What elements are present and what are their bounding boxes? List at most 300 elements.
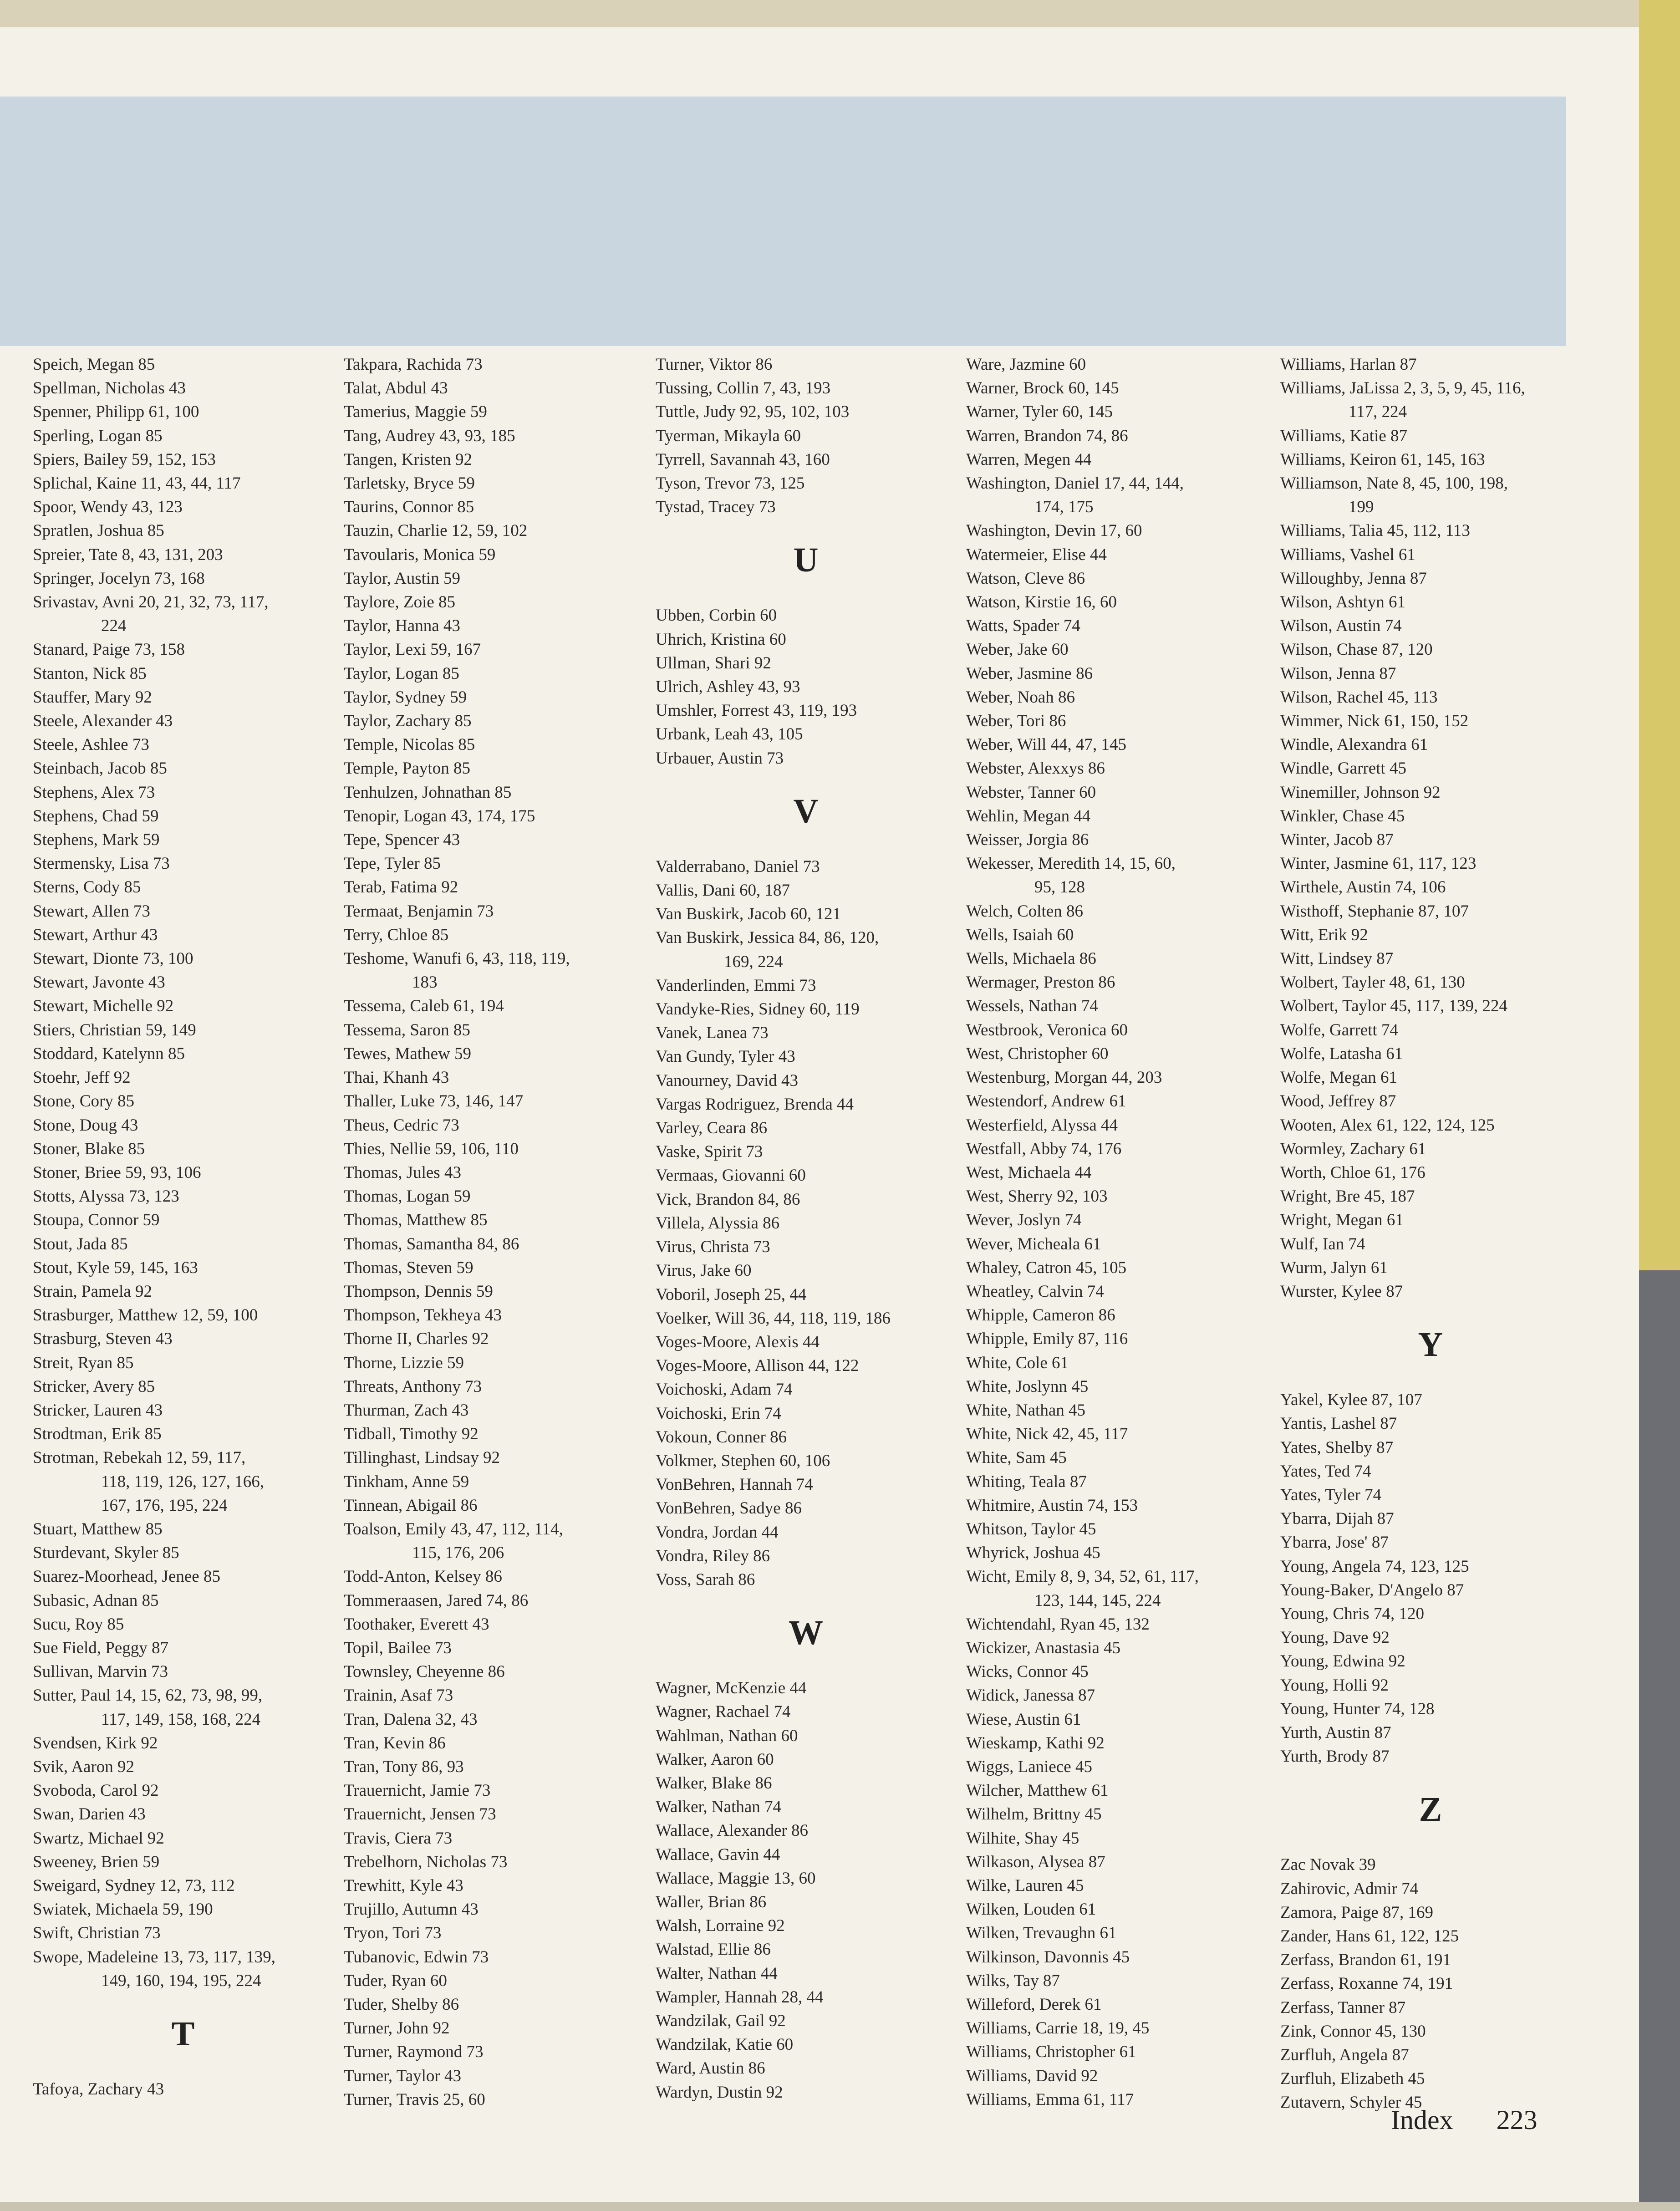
index-entry: Stephens, Alex 73 [33,783,155,802]
index-entry: Subasic, Adnan 85 [33,1591,159,1610]
index-entry: Westendorf, Andrew 61 [966,1092,1126,1111]
index-entry: Warren, Brandon 74, 86 [966,426,1128,445]
index-entry: Wisthoff, Stephanie 87, 107 [1280,902,1469,921]
index-entry: Teshome, Wanufi 6, 43, 118, 119, [344,949,570,968]
index-entry: Tran, Tony 86, 93 [344,1757,464,1776]
index-entry: Strasburg, Steven 43 [33,1330,173,1349]
index-entry: Taylor, Hanna 43 [344,616,460,636]
index-entry-continuation: 167, 176, 195, 224 [101,1496,228,1515]
index-entry-continuation: 169, 224 [724,952,783,971]
index-entry: Williams, JaLissa 2, 3, 5, 9, 45, 116, [1280,379,1525,398]
index-entry: Turner, Viktor 86 [656,355,773,374]
index-entry: Winter, Jacob 87 [1280,830,1394,850]
index-entry: Wilson, Austin 74 [1280,616,1402,636]
index-entry: Tidball, Timothy 92 [344,1425,479,1444]
index-entry: Spreier, Tate 8, 43, 131, 203 [33,545,223,564]
index-entry: Sullivan, Marvin 73 [33,1662,168,1681]
index-entry: Stewart, Michelle 92 [33,997,174,1016]
index-entry: Vanourney, David 43 [656,1071,799,1090]
index-entry: Virus, Jake 60 [656,1261,752,1280]
index-entry: Urbank, Leah 43, 105 [656,725,803,744]
index-entry: Tewes, Mathew 59 [344,1044,471,1063]
index-entry: Springer, Jocelyn 73, 168 [33,569,205,588]
index-entry: Spellman, Nicholas 43 [33,379,186,398]
index-entry: Swift, Christian 73 [33,1924,161,1943]
index-entry: Tenopir, Logan 43, 174, 175 [344,806,535,825]
index-entry-continuation: 174, 175 [1034,498,1094,517]
index-entry: Tepe, Tyler 85 [344,854,441,873]
index-entry: Wallace, Alexander 86 [656,1821,809,1840]
index-entry: Young, Edwina 92 [1280,1652,1405,1671]
index-entry: Young, Holli 92 [1280,1676,1389,1695]
index-entry-continuation: 199 [1349,498,1374,517]
index-entry-continuation: 224 [101,616,127,636]
index-entry: Webster, Alexxys 86 [966,759,1105,778]
index-entry: Zutavern, Schyler 45 [1280,2093,1422,2112]
index-entry: Wallace, Gavin 44 [656,1845,780,1864]
index-entry: Toalson, Emily 43, 47, 112, 114, [344,1519,563,1539]
index-entry: Welch, Colten 86 [966,902,1083,921]
index-entry: Widick, Janessa 87 [966,1686,1095,1705]
index-entry: Stermensky, Lisa 73 [33,854,170,873]
index-entry: Tangen, Kristen 92 [344,450,473,469]
index-entry: Zurfluh, Elizabeth 45 [1280,2069,1425,2089]
index-entry: Tamerius, Maggie 59 [344,402,487,422]
index-entry: Swiatek, Michaela 59, 190 [33,1900,213,1919]
index-entry: Theus, Cedric 73 [344,1116,459,1135]
index-entry: Wulf, Ian 74 [1280,1234,1365,1253]
index-entry: Stephens, Mark 59 [33,830,160,850]
index-entry: Swan, Darien 43 [33,1805,146,1824]
bottom-edge [0,2202,1680,2211]
index-entry: Thompson, Tekheya 43 [344,1306,502,1325]
side-strip-gray [1639,1270,1680,2211]
index-entry: Wilkinson, Davonnis 45 [966,1947,1130,1966]
index-entry: Weber, Will 44, 47, 145 [966,735,1127,754]
index-entry: Vaske, Spirit 73 [656,1142,763,1162]
index-entry: Svendsen, Kirk 92 [33,1733,158,1752]
index-entry: Wehlin, Megan 44 [966,806,1091,825]
index-entry: Trauernicht, Jamie 73 [344,1781,491,1800]
index-entry: Volkmer, Stephen 60, 106 [656,1451,830,1470]
index-entry: Wooten, Alex 61, 122, 124, 125 [1280,1116,1495,1135]
index-entry: Windle, Garrett 45 [1280,759,1406,778]
index-entry: Young, Chris 74, 120 [1280,1604,1424,1623]
index-entry: Terab, Fatima 92 [344,878,458,897]
index-entry: Voges-Moore, Allison 44, 122 [656,1356,859,1376]
index-entry: Terry, Chloe 85 [344,925,449,944]
index-entry: Thomas, Matthew 85 [344,1211,488,1230]
index-entry: Wolbert, Taylor 45, 117, 139, 224 [1280,997,1508,1016]
index-entry: Todd-Anton, Kelsey 86 [344,1567,502,1586]
index-entry: Zurfluh, Angela 87 [1280,2046,1409,2064]
index-entry: Wagner, McKenzie 44 [656,1679,807,1698]
index-entry: Weber, Jasmine 86 [966,664,1093,683]
index-entry: Willoughby, Jenna 87 [1280,569,1427,588]
index-entry: Yates, Tyler 74 [1280,1485,1382,1504]
index-entry: Wicks, Connor 45 [966,1662,1089,1681]
index-entry: Vondra, Jordan 44 [656,1523,779,1542]
index-entry: Williams, Talia 45, 112, 113 [1280,521,1470,540]
index-entry: Spiers, Bailey 59, 152, 153 [33,450,216,469]
index-entry: Van Buskirk, Jessica 84, 86, 120, [656,928,879,948]
index-entry: Voelker, Will 36, 44, 118, 119, 186 [656,1309,891,1328]
index-entry: Tarletsky, Bryce 59 [344,474,475,493]
index-entry-continuation: 115, 176, 206 [412,1544,504,1563]
footer-section-label: Index [1391,2105,1453,2135]
index-entry: Thorne II, Charles 92 [344,1330,489,1349]
index-entry: Sutter, Paul 14, 15, 62, 73, 98, 99, [33,1686,263,1705]
index-entry: Stewart, Arthur 43 [33,925,158,944]
index-entry: Thomas, Jules 43 [344,1163,461,1182]
index-entry: Taylor, Lexi 59, 167 [344,640,481,659]
index-entry: Wicht, Emily 8, 9, 34, 52, 61, 117, [966,1567,1199,1586]
index-entry: Sue Field, Peggy 87 [33,1638,169,1657]
index-entry: Whitson, Taylor 45 [966,1519,1096,1539]
index-column-2 [344,353,644,2112]
index-entry: Tussing, Collin 7, 43, 193 [656,379,831,398]
index-entry: Zander, Hans 61, 122, 125 [1280,1926,1459,1946]
index-entry: Williams, Vashel 61 [1280,545,1415,564]
index-entry: Stewart, Dionte 73, 100 [33,949,193,968]
index-entry: Weber, Jake 60 [966,640,1069,659]
index-entry: Sweeney, Brien 59 [33,1852,160,1871]
index-entry: Splichal, Kaine 11, 43, 44, 117 [33,474,241,493]
index-entry: Tang, Audrey 43, 93, 185 [344,426,515,445]
index-entry: Tuder, Shelby 86 [344,1995,459,2014]
index-entry-continuation: 123, 144, 145, 224 [1034,1591,1161,1610]
index-entry: Yates, Ted 74 [1280,1462,1371,1481]
index-entry: Zerfass, Roxanne 74, 191 [1280,1974,1453,1993]
index-entry: Wilson, Jenna 87 [1280,664,1396,683]
index-entry: Walker, Aaron 60 [656,1750,774,1769]
index-entry: Yakel, Kylee 87, 107 [1280,1391,1422,1410]
index-entry: Wever, Micheala 61 [966,1234,1101,1253]
index-entry: Streit, Ryan 85 [33,1353,134,1372]
index-entry: Tyerman, Mikayla 60 [656,426,801,445]
index-entry: West, Christopher 60 [966,1044,1109,1063]
index-entry: Takpara, Rachida 73 [344,355,483,374]
index-entry: Wiggs, Laniece 45 [966,1757,1092,1776]
section-letter: V [793,792,819,830]
index-entry: Wilson, Ashtyn 61 [1280,593,1406,612]
index-entry: Temple, Nicolas 85 [344,735,475,754]
index-entry: Ybarra, Dijah 87 [1280,1509,1394,1528]
index-entry: White, Nathan 45 [966,1401,1085,1420]
index-entry: Tommeraasen, Jared 74, 86 [344,1591,529,1610]
index-entry: Williams, Katie 87 [1280,426,1408,445]
index-entry: Taylor, Zachary 85 [344,712,472,731]
index-entry: Wilkason, Alysea 87 [966,1852,1105,1871]
index-entry: Watts, Spader 74 [966,616,1080,636]
index-entry: Washington, Devin 17, 60 [966,521,1142,540]
index-entry: Stoupa, Connor 59 [33,1211,160,1230]
index-entry: Stout, Kyle 59, 145, 163 [33,1258,198,1277]
index-entry: Wallace, Maggie 13, 60 [656,1869,816,1888]
index-entry: Voichoski, Erin 74 [656,1404,781,1423]
index-entry: Walter, Nathan 44 [656,1964,778,1983]
index-entry: Williamson, Nate 8, 45, 100, 198, [1280,474,1508,493]
index-entry: Young, Angela 74, 123, 125 [1280,1557,1469,1576]
index-entry: Swope, Madeleine 13, 73, 117, 139, [33,1947,275,1966]
index-entry: Yates, Shelby 87 [1280,1438,1394,1457]
index-entry: Stout, Jada 85 [33,1234,128,1253]
index-entry: White, Joslynn 45 [966,1377,1089,1396]
index-entry: Stoner, Blake 85 [33,1139,145,1158]
index-entry: Tinnean, Abigail 86 [344,1496,478,1515]
index-column-5 [1280,353,1581,2115]
index-entry: Wiese, Austin 61 [966,1710,1081,1729]
index-entry: Witt, Lindsey 87 [1280,949,1394,968]
index-entry: Valderrabano, Daniel 73 [656,857,820,876]
index-entry: Westenburg, Morgan 44, 203 [966,1068,1162,1087]
section-letter: T [171,2015,195,2053]
index-entry: Watson, Cleve 86 [966,569,1085,588]
index-entry: Trainin, Asaf 73 [344,1686,453,1705]
index-entry: Witt, Erik 92 [1280,925,1368,944]
index-entry: Wolbert, Tayler 48, 61, 130 [1280,973,1465,992]
index-entry: Vanderlinden, Emmi 73 [656,976,816,995]
index-entry: Wurm, Jalyn 61 [1280,1258,1388,1277]
index-column-1 [33,353,333,2101]
index-entry: Tessema, Caleb 61, 194 [344,997,504,1016]
index-entry: Zerfass, Brandon 61, 191 [1280,1951,1451,1970]
index-entry: Walker, Nathan 74 [656,1798,782,1817]
index-entry: Spratlen, Joshua 85 [33,521,164,540]
index-entry: Vick, Brandon 84, 86 [656,1190,800,1209]
index-entry: Weber, Noah 86 [966,688,1075,707]
index-entry: Strasburger, Matthew 12, 59, 100 [33,1306,258,1325]
index-entry: Sucu, Roy 85 [33,1615,124,1634]
index-entry: Tenhulzen, Johnathan 85 [344,783,512,802]
index-entry: Williams, Carrie 18, 19, 45 [966,2019,1150,2038]
index-entry: Vallis, Dani 60, 187 [656,881,790,900]
index-entry: Tessema, Saron 85 [344,1020,470,1039]
index-entry: Sterns, Cody 85 [33,878,141,897]
index-entry: Walstad, Ellie 86 [656,1940,771,1959]
page-number: 223 [1496,2105,1537,2135]
index-entry: Steele, Alexander 43 [33,712,173,731]
index-entry: Windle, Alexandra 61 [1280,735,1428,754]
index-entry: Van Buskirk, Jacob 60, 121 [656,905,841,924]
index-entry: Wheatley, Calvin 74 [966,1282,1104,1301]
index-entry: Vandyke-Ries, Sidney 60, 119 [656,1000,860,1019]
index-entry: Trujillo, Autumn 43 [344,1900,479,1919]
index-entry: Wright, Bre 45, 187 [1280,1187,1415,1206]
index-entry: Wirthele, Austin 74, 106 [1280,878,1446,897]
index-entry: Weber, Tori 86 [966,712,1066,731]
index-entry: Stoner, Briee 59, 93, 106 [33,1163,201,1182]
page-edge-top [0,0,1639,27]
index-entry-continuation: 183 [412,973,438,992]
index-entry: Wever, Joslyn 74 [966,1211,1082,1230]
index-entry: Walsh, Lorraine 92 [656,1916,785,1936]
section-letter: W [789,1614,823,1652]
index-entry: White, Cole 61 [966,1353,1069,1372]
index-entry: Walker, Blake 86 [656,1773,772,1793]
index-entry: Wandzilak, Gail 92 [656,2011,786,2030]
index-entry: Thomas, Logan 59 [344,1187,471,1206]
index-entry: Thompson, Dennis 59 [344,1282,493,1301]
index-entry: Webster, Tanner 60 [966,783,1096,802]
index-entry: Zamora, Paige 87, 169 [1280,1903,1433,1922]
index-entry: Stoehr, Jeff 92 [33,1068,131,1087]
index-entry: Yurth, Austin 87 [1280,1723,1391,1742]
section-letter: U [793,541,819,580]
index-entry: Tyrrell, Savannah 43, 160 [656,450,830,469]
index-entry: Winter, Jasmine 61, 117, 123 [1280,854,1476,873]
index-entry: Williams, Emma 61, 117 [966,2090,1134,2109]
page-footer [1391,2104,1574,2136]
index-entry: Tauzin, Charlie 12, 59, 102 [344,521,528,540]
index-entry: Stricker, Avery 85 [33,1377,155,1396]
index-entry: Vargas Rodriguez, Brenda 44 [656,1095,854,1114]
index-entry: Stotts, Alyssa 73, 123 [33,1187,179,1206]
index-entry: Stanard, Paige 73, 158 [33,640,185,659]
index-entry: Tavoularis, Monica 59 [344,545,496,564]
index-entry: Ward, Austin 86 [656,2059,765,2078]
index-entry: Trauernicht, Jensen 73 [344,1805,496,1824]
index-entry: Taurins, Connor 85 [344,498,474,517]
index-entry: Sweigard, Sydney 12, 73, 112 [33,1876,235,1895]
index-entry: Wandzilak, Katie 60 [656,2035,794,2054]
index-entry: Suarez-Moorhead, Jenee 85 [33,1567,220,1586]
index-entry: Wagner, Rachael 74 [656,1702,791,1722]
index-entry: Vermaas, Giovanni 60 [656,1166,806,1185]
index-entry: Voboril, Joseph 25, 44 [656,1285,807,1304]
index-entry: Trewhitt, Kyle 43 [344,1876,463,1895]
section-letter: Y [1418,1325,1443,1364]
section-letter: Z [1419,1790,1442,1829]
index-entry: Ulrich, Ashley 43, 93 [656,678,800,697]
index-entry: Taylor, Sydney 59 [344,688,467,707]
index-entry: Westbrook, Veronica 60 [966,1020,1128,1039]
index-entry: Turner, Raymond 73 [344,2043,484,2062]
index-entry: Westerfield, Alyssa 44 [966,1116,1118,1135]
index-entry: Threats, Anthony 73 [344,1377,482,1396]
index-entry: Wilhite, Shay 45 [966,1829,1079,1848]
index-entry: Wormley, Zachary 61 [1280,1139,1426,1158]
index-entry: Temple, Payton 85 [344,759,470,778]
index-entry: Wilken, Trevaughn 61 [966,1924,1117,1943]
index-entry: Svoboda, Carol 92 [33,1781,159,1800]
index-entry: Spoor, Wendy 43, 123 [33,498,183,517]
index-entry: Thies, Nellie 59, 106, 110 [344,1139,519,1158]
index-entry: Warren, Megen 44 [966,450,1092,469]
index-entry: Whiting, Teala 87 [966,1472,1087,1491]
index-entry: Williams, Keiron 61, 145, 163 [1280,450,1485,469]
index-entry: Whaley, Catron 45, 105 [966,1258,1127,1277]
index-entry: Steele, Ashlee 73 [33,735,149,754]
index-entry: Tubanovic, Edwin 73 [344,1947,489,1966]
index-entry: Tepe, Spencer 43 [344,830,460,850]
index-entry: Wahlman, Nathan 60 [656,1726,798,1745]
index-entry-continuation: 118, 119, 126, 127, 166, [101,1472,265,1491]
index-entry: Watson, Kirstie 16, 60 [966,593,1117,612]
index-entry: Winkler, Chase 45 [1280,806,1405,825]
index-entry: Zink, Connor 45, 130 [1280,2022,1426,2041]
index-entry: Worth, Chloe 61, 176 [1280,1163,1425,1182]
index-entry: Varley, Ceara 86 [656,1119,768,1138]
index-entry: Winemiller, Johnson 92 [1280,783,1441,802]
index-entry: Thomas, Steven 59 [344,1258,473,1277]
index-entry: Taylor, Logan 85 [344,664,459,683]
index-entry: Stone, Doug 43 [33,1116,138,1135]
index-entry: Watermeier, Elise 44 [966,545,1107,564]
index-entry: Turner, Travis 25, 60 [344,2090,485,2109]
index-entry: Whitmire, Austin 74, 153 [966,1496,1138,1515]
index-entry: Wilks, Tay 87 [966,1971,1060,1990]
index-entry: Williams, Christopher 61 [966,2043,1136,2062]
index-entry: Ullman, Shari 92 [656,653,771,672]
index-entry: Weisser, Jorgia 86 [966,830,1089,850]
index-entry: Thomas, Samantha 84, 86 [344,1234,519,1253]
index-entry: Toothaker, Everett 43 [344,1615,489,1634]
index-entry: Stewart, Javonte 43 [33,973,165,992]
index-entry: Willeford, Derek 61 [966,1995,1102,2014]
index-column-3 [656,353,956,2104]
index-entry: Tuder, Ryan 60 [344,1971,447,1990]
index-entry: Turner, John 92 [344,2019,450,2038]
index-entry: Stewart, Allen 73 [33,902,150,921]
index-entry: Wright, Megan 61 [1280,1211,1404,1230]
index-entry: Turner, Taylor 43 [344,2066,462,2085]
index-entry: Tystad, Tracey 73 [656,498,776,517]
index-entry: Steinbach, Jacob 85 [33,759,167,778]
index-entry: Wichtendahl, Ryan 45, 132 [966,1615,1150,1634]
index-entry: Topil, Bailee 73 [344,1638,452,1657]
index-entry: Wood, Jeffrey 87 [1280,1092,1396,1111]
index-entry: Zerfass, Tanner 87 [1280,1998,1406,2017]
index-entry-continuation: 149, 160, 194, 195, 224 [101,1971,261,1990]
index-entry: Vanek, Lanea 73 [656,1024,769,1043]
index-entry: Wilke, Lauren 45 [966,1876,1084,1895]
index-entry: Uhrich, Kristina 60 [656,630,786,649]
index-entry: Travis, Ciera 73 [344,1829,453,1848]
index-entry: Tuttle, Judy 92, 95, 102, 103 [656,402,850,422]
index-entry: Spenner, Philipp 61, 100 [33,402,199,422]
index-entry: Whipple, Emily 87, 116 [966,1330,1128,1349]
index-entry: Stricker, Lauren 43 [33,1401,163,1420]
index-entry: Wolfe, Latasha 61 [1280,1044,1403,1063]
index-entry: Tran, Kevin 86 [344,1733,446,1752]
index-entry: Ybarra, Jose' 87 [1280,1533,1389,1552]
index-entry: Stoddard, Katelynn 85 [33,1044,185,1063]
index-entry: Virus, Christa 73 [656,1238,770,1257]
index-entry: Wells, Michaela 86 [966,949,1096,968]
index-entry: Williams, David 92 [966,2066,1098,2085]
index-entry: Stuart, Matthew 85 [33,1519,163,1539]
index-entry: Wilken, Louden 61 [966,1900,1096,1919]
index-entry: Tryon, Tori 73 [344,1924,442,1943]
index-entry: Stauffer, Mary 92 [33,688,152,707]
index-entry: Williams, Harlan 87 [1280,355,1417,374]
index-entry: Swartz, Michael 92 [33,1829,164,1848]
index-entry: Urbauer, Austin 73 [656,749,784,768]
index-entry: Sturdevant, Skyler 85 [33,1544,179,1563]
index-entry: Warner, Tyler 60, 145 [966,402,1113,422]
index-entry: Wardyn, Dustin 92 [656,2083,783,2102]
index-entry: Whipple, Cameron 86 [966,1306,1115,1325]
index-entry: Wurster, Kylee 87 [1280,1282,1403,1301]
index-entry: Wilson, Chase 87, 120 [1280,640,1433,659]
index-entry: Voges-Moore, Alexis 44 [656,1332,820,1351]
side-strip-yellow [1639,0,1680,1270]
index-entry: Wolfe, Megan 61 [1280,1068,1397,1087]
index-entry: Wieskamp, Kathi 92 [966,1733,1105,1752]
index-entry-continuation: 117, 224 [1349,402,1407,422]
index-entry: Waller, Brian 86 [656,1892,767,1911]
